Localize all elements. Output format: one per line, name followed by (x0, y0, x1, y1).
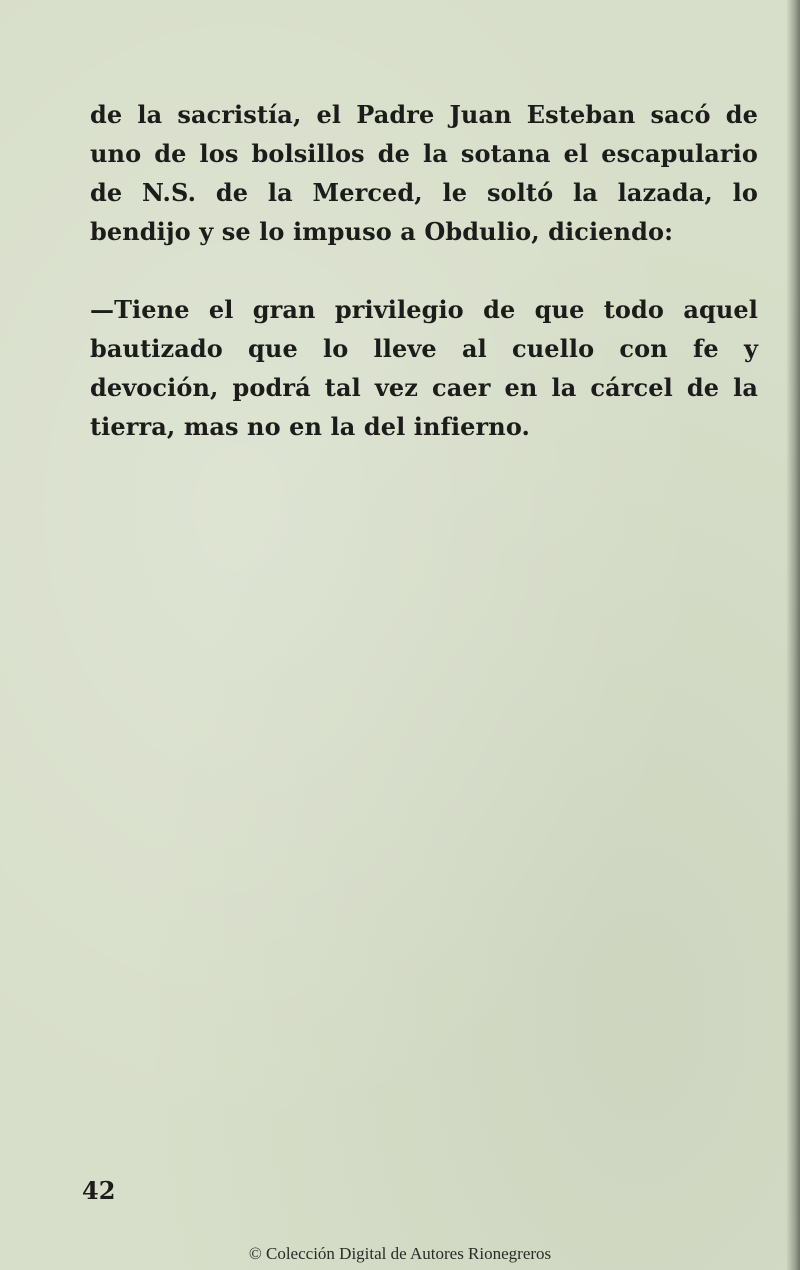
copyright-footer: © Colección Digital de Autores Rionegreros (248, 1244, 552, 1263)
page-number: 42 (82, 1176, 116, 1205)
paragraph-2: —Tiene el gran privilegio de que todo aquel bautizado que lo lleve al cuello con fe y devoción, podrá tal vez caer en la cárcel de la tierra, mas no en la del infierno. (90, 295, 758, 441)
body-text (90, 95, 758, 446)
paragraph-1: de la sacristía, el Padre Juan Esteban sacó de uno de los bolsillos de la sotana el escapulario de N.S. de la Merced, le soltó la lazada, lo bendijo y se lo impuso a Obdulio, diciendo: (90, 100, 758, 246)
page-edge-shadow (786, 0, 800, 1270)
